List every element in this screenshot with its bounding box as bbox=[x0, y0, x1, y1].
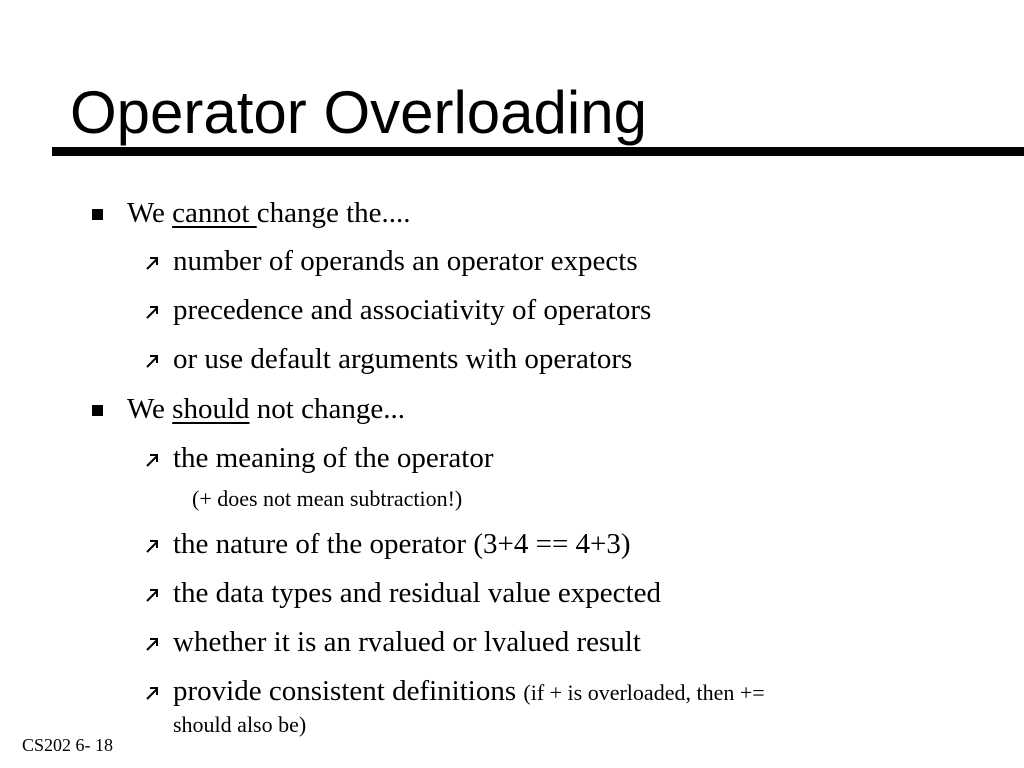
arrow-up-right-icon bbox=[144, 353, 160, 369]
sub-item-small-text: (if + is overloaded, then += bbox=[523, 680, 765, 705]
bullet-suffix: not change... bbox=[249, 393, 405, 425]
bullet-suffix: change the.... bbox=[256, 197, 411, 229]
sub-item-main-text: provide consistent definitions bbox=[173, 675, 524, 707]
bullet-prefix: We bbox=[127, 197, 173, 229]
bullet-we-should bbox=[127, 391, 405, 427]
slide-title: Operator Overloading bbox=[70, 79, 647, 146]
arrow-up-right-icon bbox=[144, 255, 160, 271]
sub-item: precedence and associativity of operators bbox=[173, 294, 652, 326]
emphasis-cannot: cannot bbox=[172, 197, 257, 229]
title-underline-rule bbox=[52, 147, 1024, 156]
sub-item: the meaning of the operator bbox=[173, 442, 494, 474]
arrow-up-right-icon bbox=[144, 636, 160, 652]
sub-item-continuation: should also be) bbox=[173, 712, 307, 737]
sub-item bbox=[173, 673, 765, 711]
square-bullet-icon bbox=[92, 209, 103, 220]
sub-item: or use default arguments with operators bbox=[173, 343, 633, 375]
sub-item: the nature of the operator (3+4 == 4+3) bbox=[173, 528, 631, 560]
arrow-up-right-icon bbox=[144, 538, 160, 554]
emphasis-should: should bbox=[172, 393, 250, 425]
sub-item: whether it is an rvalued or lvalued result bbox=[173, 626, 641, 658]
square-bullet-icon bbox=[92, 405, 103, 416]
arrow-up-right-icon bbox=[144, 452, 160, 468]
slide-footer: CS202 6- 18 bbox=[22, 735, 114, 755]
bullet-prefix: We bbox=[127, 393, 173, 425]
arrow-up-right-icon bbox=[144, 304, 160, 320]
sub-item: number of operands an operator expects bbox=[173, 245, 638, 277]
arrow-up-right-icon bbox=[144, 685, 160, 701]
arrow-up-right-icon bbox=[144, 587, 160, 603]
sub-item: the data types and residual value expected bbox=[173, 577, 661, 609]
sub-item-note: (+ does not mean subtraction!) bbox=[192, 486, 463, 511]
bullet-we-cannot bbox=[127, 195, 411, 231]
